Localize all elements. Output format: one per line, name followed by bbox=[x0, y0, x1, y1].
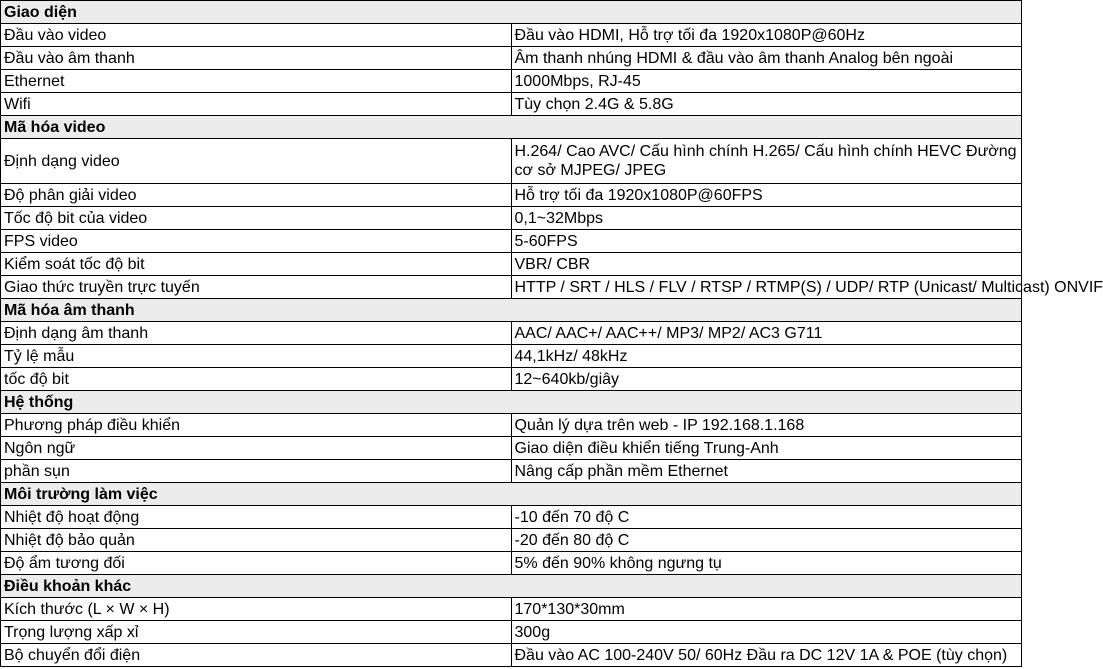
row-value: AAC/ AAC+/ AAC++/ MP3/ MP2/ AC3 G711 bbox=[511, 322, 1022, 345]
row-label: Ngôn ngữ bbox=[1, 437, 512, 460]
table-row bbox=[1, 598, 1022, 621]
row-value: 12~640kb/giây bbox=[511, 368, 1022, 391]
section-title: Môi trường làm việc bbox=[1, 483, 1022, 506]
row-label: FPS video bbox=[1, 230, 512, 253]
table-row bbox=[1, 230, 1022, 253]
row-value: 0,1~32Mbps bbox=[511, 207, 1022, 230]
table-row bbox=[1, 184, 1022, 207]
row-value: 1000Mbps, RJ-45 bbox=[511, 70, 1022, 93]
table-row bbox=[1, 70, 1022, 93]
section-header bbox=[1, 299, 1022, 322]
section-header bbox=[1, 483, 1022, 506]
table-row bbox=[1, 345, 1022, 368]
row-value: VBR/ CBR bbox=[511, 253, 1022, 276]
table-row bbox=[1, 437, 1022, 460]
table-row bbox=[1, 414, 1022, 437]
table-row bbox=[1, 93, 1022, 116]
table-row bbox=[1, 368, 1022, 391]
row-label: tốc độ bit bbox=[1, 368, 512, 391]
row-value: 300g bbox=[511, 621, 1022, 644]
table-row bbox=[1, 621, 1022, 644]
table-row bbox=[1, 276, 1022, 299]
table-row bbox=[1, 552, 1022, 575]
row-value: Âm thanh nhúng HDMI & đầu vào âm thanh Analog bên ngoài bbox=[511, 47, 1022, 70]
row-value: Đầu vào AC 100-240V 50/ 60Hz Đầu ra DC 12V 1A & POE (tùy chọn) bbox=[511, 644, 1022, 667]
table-row bbox=[1, 207, 1022, 230]
row-label: Nhiệt độ bảo quản bbox=[1, 529, 512, 552]
row-label: Ethernet bbox=[1, 70, 512, 93]
row-value: Nâng cấp phần mềm Ethernet bbox=[511, 460, 1022, 483]
row-label: Kiểm soát tốc độ bit bbox=[1, 253, 512, 276]
table-row bbox=[1, 47, 1022, 70]
row-label: Trọng lượng xấp xỉ bbox=[1, 621, 512, 644]
row-label: phần sụn bbox=[1, 460, 512, 483]
row-label: Wifi bbox=[1, 93, 512, 116]
row-value: HTTP / SRT / HLS / FLV / RTSP / RTMP(S) / UDP/ RTP (Unicast/ Multicast) ONVIF bbox=[511, 276, 1022, 299]
section-header bbox=[1, 391, 1022, 414]
table-row bbox=[1, 506, 1022, 529]
section-title: Mã hóa video bbox=[1, 116, 1022, 139]
row-label: Đầu vào âm thanh bbox=[1, 47, 512, 70]
section-title: Điều khoản khác bbox=[1, 575, 1022, 598]
row-label: Giao thức truyền trực tuyến bbox=[1, 276, 512, 299]
row-value: H.264/ Cao AVC/ Cấu hình chính H.265/ Cấu hình chính HEVC Đường cơ sở MJPEG/ JPEG bbox=[511, 139, 1022, 184]
section-header bbox=[1, 575, 1022, 598]
row-value: Giao diện điều khiển tiếng Trung-Anh bbox=[511, 437, 1022, 460]
row-value: Hỗ trợ tối đa 1920x1080P@60FPS bbox=[511, 184, 1022, 207]
section-title: Hệ thống bbox=[1, 391, 1022, 414]
row-label: Nhiệt độ hoạt động bbox=[1, 506, 512, 529]
row-label: Phương pháp điều khiển bbox=[1, 414, 512, 437]
table-row bbox=[1, 460, 1022, 483]
row-label: Kích thước (L × W × H) bbox=[1, 598, 512, 621]
row-value: 170*130*30mm bbox=[511, 598, 1022, 621]
table-row bbox=[1, 322, 1022, 345]
row-value: -20 đến 80 độ C bbox=[511, 529, 1022, 552]
row-label: Đầu vào video bbox=[1, 24, 512, 47]
row-label: Định dạng âm thanh bbox=[1, 322, 512, 345]
row-value: Tùy chọn 2.4G & 5.8G bbox=[511, 93, 1022, 116]
section-title: Mã hóa âm thanh bbox=[1, 299, 1022, 322]
table-row bbox=[1, 24, 1022, 47]
table-row bbox=[1, 529, 1022, 552]
table-row bbox=[1, 253, 1022, 276]
section-title: Giao diện bbox=[1, 1, 1022, 24]
section-header bbox=[1, 1, 1022, 24]
row-value: 44,1kHz/ 48kHz bbox=[511, 345, 1022, 368]
row-label: Định dạng video bbox=[1, 139, 512, 184]
row-label: Tỷ lệ mẫu bbox=[1, 345, 512, 368]
row-value: Đầu vào HDMI, Hỗ trợ tối đa 1920x1080P@60Hz bbox=[511, 24, 1022, 47]
row-label: Độ phân giải video bbox=[1, 184, 512, 207]
table-row bbox=[1, 139, 1022, 184]
row-value: 5% đến 90% không ngưng tụ bbox=[511, 552, 1022, 575]
row-label: Độ ẩm tương đối bbox=[1, 552, 512, 575]
section-header bbox=[1, 116, 1022, 139]
table-row bbox=[1, 644, 1022, 667]
row-label: Bộ chuyển đổi điện bbox=[1, 644, 512, 667]
row-value: 5-60FPS bbox=[511, 230, 1022, 253]
row-label: Tốc độ bit của video bbox=[1, 207, 512, 230]
row-value: -10 đến 70 độ C bbox=[511, 506, 1022, 529]
row-value: Quản lý dựa trên web - IP 192.168.1.168 bbox=[511, 414, 1022, 437]
